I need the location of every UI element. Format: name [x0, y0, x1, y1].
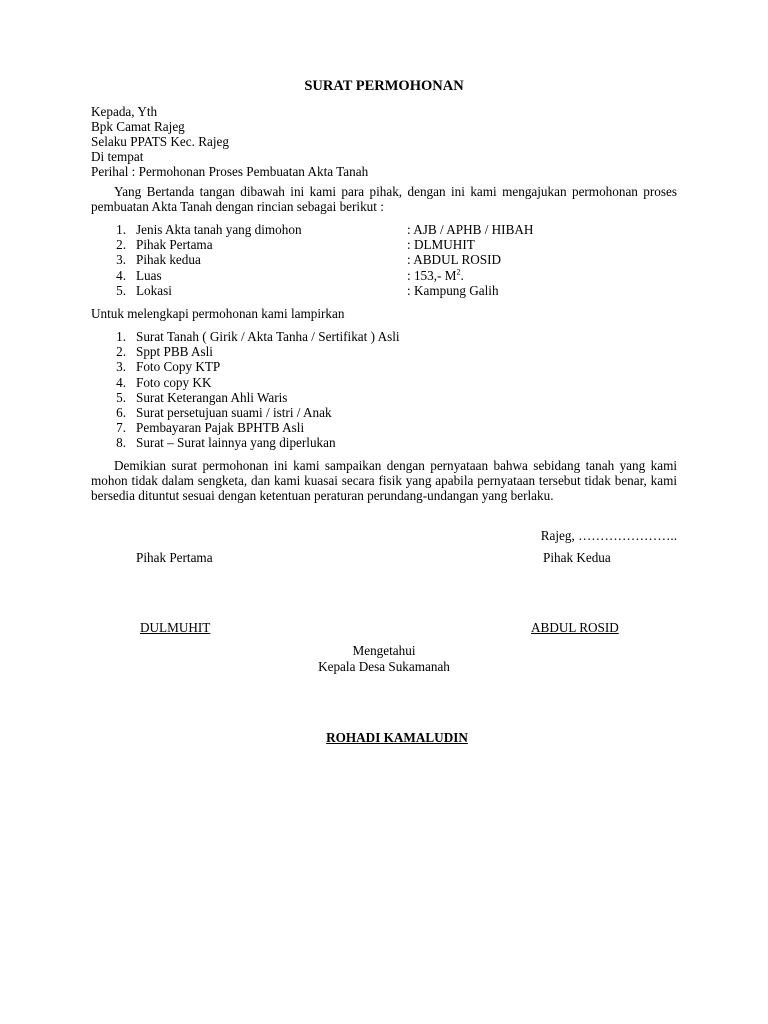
list-number: 4. [116, 374, 126, 390]
list-value: : DLMUHIT [407, 237, 475, 253]
list-item [112, 420, 572, 435]
list-value-area [407, 268, 464, 283]
list-number: 8. [116, 435, 126, 451]
list-label: Foto copy KK [136, 374, 212, 390]
list-value: : Kampung Galih [407, 282, 499, 298]
list-number: 6. [116, 404, 126, 420]
witness-title: Kepala Desa Sukamanah [318, 659, 450, 674]
list-number: 4. [116, 267, 126, 283]
list-label: Sppt PBB Asli [136, 344, 213, 360]
list-number: 5. [116, 389, 126, 405]
party2-name: ABDUL ROSID [531, 620, 619, 635]
details-list [112, 222, 572, 298]
list-item [112, 359, 572, 374]
list-item [112, 329, 572, 344]
witness-name: ROHADI KAMALUDIN [326, 730, 468, 745]
list-item [112, 222, 572, 237]
address-line: Bpk Camat Rajeg [91, 119, 185, 134]
list-number: 3. [116, 252, 126, 268]
list-number: 2. [116, 344, 126, 360]
place-date: Rajeg, ………………….. [540, 528, 677, 543]
address-line: Di tempat [91, 149, 144, 164]
party1-name: DULMUHIT [140, 620, 211, 635]
list-item [112, 283, 572, 298]
witness-label: Mengetahui [352, 643, 416, 658]
list-item [112, 435, 572, 450]
list-label: Jenis Akta tanah yang dimohon [136, 222, 302, 237]
list-number: 3. [116, 359, 126, 375]
superscript: 2 [456, 267, 461, 277]
list-label: Pihak Pertama [136, 237, 213, 253]
list-value: : 153,- M [407, 267, 457, 283]
value-suffix: . [460, 267, 464, 283]
list-label: Foto Copy KTP [136, 359, 221, 375]
list-value: : AJB / APHB / HIBAH [407, 222, 534, 237]
list-number: 5. [116, 282, 126, 298]
list-label: Surat persetujuan suami / istri / Anak [136, 404, 332, 420]
intro-paragraph: Yang Bertanda tangan dibawah ini kami para pihak, dengan ini kami mengajukan permohonan proses pembuatan Akta Tanah dengan rincian sebagai berikut : [91, 184, 677, 214]
closing-paragraph: Demikian surat permohonan ini kami sampaikan dengan pernyataan bahwa sebidang tanah yang kami mohon tidak dalam sengketa, dan kami kuasai secara fisik yang apabila pernyataan tersebut tidak benar, kami bersedia dituntut sesuai dengan ketentuan peraturan perundang-undangan yang berlaku. [91, 458, 677, 503]
list-item [112, 390, 572, 405]
address-block [91, 104, 677, 179]
list-label: Lokasi [136, 282, 172, 298]
list-item [112, 405, 572, 420]
list-value: : ABDUL ROSID [407, 252, 502, 268]
address-line: Selaku PPATS Kec. Rajeg [91, 134, 229, 149]
list-label: Luas [136, 267, 162, 283]
list-label: Surat Keterangan Ahli Waris [136, 389, 288, 405]
list-label: Surat – Surat lainnya yang diperlukan [136, 435, 336, 451]
page-title: SURAT PERMOHONAN [304, 78, 464, 94]
list-number: 1. [116, 222, 126, 237]
list-number: 2. [116, 237, 126, 253]
list-item [112, 375, 572, 390]
subject-line: Perihal : Permohonan Proses Pembuatan Akta Tanah [91, 164, 369, 179]
list-number: 1. [116, 329, 126, 344]
list-label: Pihak kedua [136, 252, 201, 268]
list-item [112, 237, 572, 252]
list-item [112, 268, 572, 283]
list-item [112, 252, 572, 267]
party2-title: Pihak Kedua [543, 550, 611, 565]
list-item [112, 344, 572, 359]
address-line: Kepada, Yth [91, 104, 158, 119]
list-label: Pembayaran Pajak BPHTB Asli [136, 420, 305, 436]
attachments-list [112, 329, 572, 451]
list-number: 7. [116, 420, 126, 436]
list-label: Surat Tanah ( Girik / Akta Tanha / Sertifikat ) Asli [136, 329, 400, 344]
party1-title: Pihak Pertama [136, 550, 213, 565]
attachments-intro: Untuk melengkapi permohonan kami lampirkan [91, 306, 345, 321]
